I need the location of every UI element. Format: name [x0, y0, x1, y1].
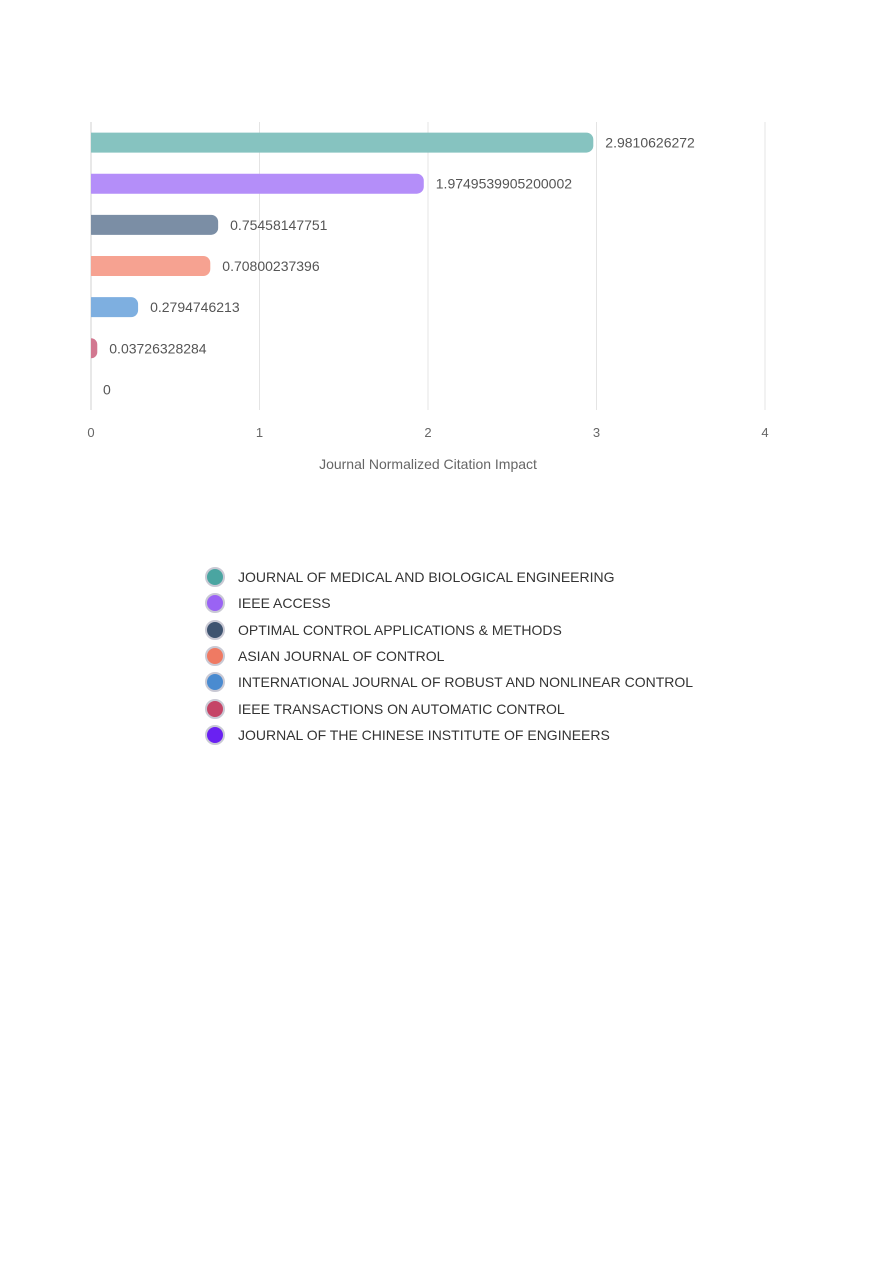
- x-tick-label: 0: [87, 425, 95, 440]
- legend-label: JOURNAL OF THE CHINESE INSTITUTE OF ENGINEERS: [238, 726, 610, 743]
- x-tick-label: 4: [761, 425, 769, 440]
- legend-swatch: [205, 646, 225, 666]
- legend-swatch: [205, 620, 225, 640]
- bar: [85, 256, 210, 276]
- legend-item[interactable]: [205, 695, 693, 721]
- bar: [85, 338, 97, 358]
- x-tick-label: 1: [255, 425, 264, 440]
- bar-value-label: 1.9749539905200002: [435, 175, 573, 192]
- legend-item[interactable]: [205, 590, 693, 616]
- bars: [85, 133, 593, 359]
- bar-value-label: 2.9810626272: [605, 134, 695, 151]
- legend-item[interactable]: [205, 722, 693, 748]
- legend-label: IEEE TRANSACTIONS ON AUTOMATIC CONTROL: [238, 700, 565, 717]
- bar: [85, 215, 218, 235]
- legend-swatch: [205, 567, 225, 587]
- bar-value-label: 0: [103, 381, 111, 398]
- bar: [85, 174, 424, 194]
- legend: [205, 564, 693, 748]
- x-tick-label: 2: [424, 425, 432, 440]
- legend-label: INTERNATIONAL JOURNAL OF ROBUST AND NONLINEAR CONTROL: [238, 674, 694, 691]
- legend-item[interactable]: [205, 617, 693, 643]
- x-axis-title: Journal Normalized Citation Impact: [319, 456, 537, 472]
- x-axis-ticks: [87, 425, 768, 440]
- legend-swatch: [205, 725, 225, 745]
- legend-item[interactable]: [205, 669, 693, 695]
- x-tick-label: 3: [592, 425, 601, 440]
- legend-label: ASIAN JOURNAL OF CONTROL: [238, 648, 445, 665]
- legend-label: JOURNAL OF MEDICAL AND BIOLOGICAL ENGINEERING: [238, 569, 615, 586]
- bar-value-label: 0.70800237396: [222, 258, 320, 274]
- legend-swatch: [205, 672, 225, 692]
- bar-value-label: 0.03726328284: [109, 340, 207, 357]
- bar: [85, 133, 593, 153]
- legend-label: OPTIMAL CONTROL APPLICATIONS & METHODS: [238, 621, 562, 638]
- legend-swatch: [205, 699, 225, 719]
- legend-item[interactable]: [205, 564, 693, 590]
- legend-swatch: [205, 593, 225, 613]
- bar: [85, 297, 138, 317]
- legend-item[interactable]: [205, 643, 693, 669]
- bar-value-label: 0.75458147751: [230, 216, 328, 233]
- bar-value-label: 0.2794746213: [150, 299, 240, 316]
- bar-chart: [0, 0, 893, 520]
- legend-label: IEEE ACCESS: [238, 595, 331, 612]
